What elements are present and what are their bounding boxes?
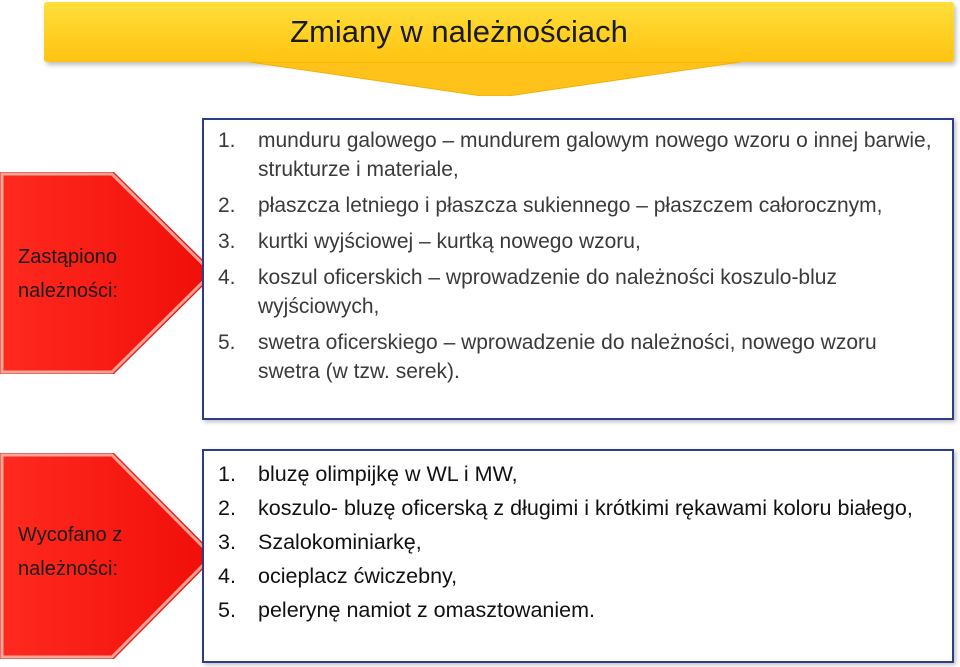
title-banner [44,2,954,62]
list-item: 4. ocieplacz ćwiczebny, [218,564,458,588]
list-item: 3. Szalokominiarkę, [218,530,422,554]
list-item: 3. kurtki wyjściowej – kurtką nowego wzoru, [218,230,641,253]
list-item: 2. koszulo- bluzę oficerską z długimi i krótkimi rękawami koloru białego, [218,496,913,520]
list-item: 4. koszul oficerskich – wprowadzenie do należności koszulo-bluz wyjściowych, [218,266,837,318]
list-item: 1. bluzę olimpijkę w WL i MW, [218,462,518,486]
section-2-label: Wycofano z należności: [18,524,123,580]
section-2-panel [202,449,954,663]
list-item: 5. pelerynę namiot z omasztowaniem. [218,598,595,622]
section-2-list [218,459,936,625]
list-item: 1. munduru galowego – mundurem galowym nowego wzoru o innej barwie, strukturze i materiale, [218,129,932,181]
section-2-arrow [0,451,220,661]
section-1-arrow [0,170,220,376]
banner-down-arrow [250,62,740,96]
list-item: 2. płaszcza letniego i płaszcza sukiennego – płaszczem całorocznym, [218,194,883,217]
section-1-list [218,126,936,386]
section-1-label: Zastąpiono należności: [18,246,119,302]
page-title: Zmiany w należnościach [290,14,628,49]
list-item: 5. swetra oficerskiego – wprowadzenie do należności, nowego wzoru swetra (w tzw. serek). [218,331,877,383]
section-1-panel [202,118,954,420]
